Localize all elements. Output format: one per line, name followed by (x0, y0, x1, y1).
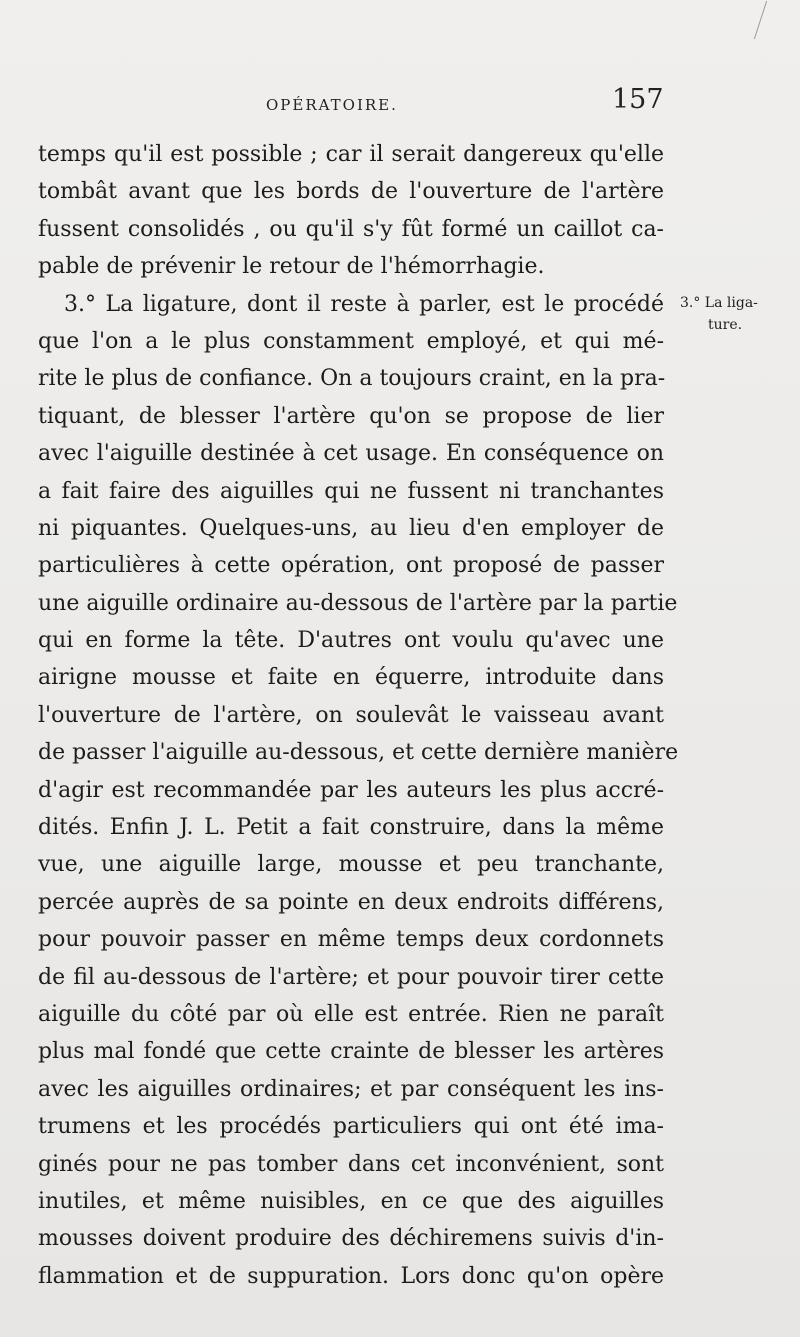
text-line: tombât avant que les bords de l'ouverture de l'artère (38, 179, 664, 205)
text-line: qui en forme la tête. D'autres ont voulu qu'avec une (38, 628, 664, 654)
text-line: trumens et les procédés particuliers qui ont été ima- (38, 1114, 664, 1140)
text-line: de passer l'aiguille au-dessous, et cette dernière manière (38, 740, 679, 766)
text-line: percée auprès de sa pointe en deux endroits différens, (38, 889, 664, 915)
text-line: que l'on a le plus constamment employé, et qui mé- (38, 328, 664, 354)
text-line: plus mal fondé que cette crainte de blesser les artères (38, 1039, 664, 1065)
text-line: une aiguille ordinaire au-dessous de l'artère par la partie (38, 590, 678, 616)
text-line: pour pouvoir passer en même temps deux cordonnets (38, 927, 664, 953)
text-line: particulières à cette opération, ont proposé de passer (38, 553, 664, 579)
text-line: flammation et de suppuration. Lors donc qu'on opère (38, 1263, 664, 1289)
page-number: 157 (612, 84, 664, 115)
text-line: ni piquantes. Quelques-uns, au lieu d'en employer de (38, 515, 664, 541)
text-line: vue, une aiguille large, mousse et peu tranchante, (38, 852, 664, 878)
margin-note-line: 3.° La liga- (680, 295, 758, 311)
scan-mark (754, 1, 767, 39)
text-line: dités. Enfin J. L. Petit a fait construire, dans la même (38, 815, 664, 841)
text-line: inutiles, et même nuisibles, en ce que des aiguilles (38, 1188, 664, 1214)
margin-note-line: ture. (708, 317, 743, 333)
text-line: a fait faire des aiguilles qui ne fussent ni tranchantes (38, 478, 664, 504)
text-line: avec l'aiguille destinée à cet usage. En conséquence on (38, 441, 664, 467)
margin-note (680, 292, 780, 336)
text-line: l'ouverture de l'artère, on soulevât le vaisseau avant (38, 702, 664, 728)
text-line: ginés pour ne pas tomber dans cet inconvénient, sont (38, 1151, 664, 1177)
text-line: d'agir est recommandée par les auteurs les plus accré- (38, 777, 664, 803)
text-line: de fil au-dessous de l'artère; et pour pouvoir tirer cette (38, 964, 664, 990)
text-line: tiquant, de blesser l'artère qu'on se propose de lier (38, 403, 664, 429)
text-line: airigne mousse et faite en équerre, introduite dans (38, 665, 664, 691)
text-line: mousses doivent produire des déchiremens suivis d'in- (38, 1226, 664, 1252)
text-line: pable de prévenir le retour de l'hémorrhagie. (38, 254, 545, 280)
text-line: aiguille du côté par où elle est entrée. Rien ne paraît (38, 1001, 664, 1027)
text-line: temps qu'il est possible ; car il serait dangereux qu'elle (38, 142, 664, 167)
text-line: fussent consolidés , ou qu'il s'y fût formé un caillot ca- (38, 216, 664, 242)
body-text (38, 136, 679, 1295)
text-line: rite le plus de confiance. On a toujours craint, en la pra- (38, 366, 666, 392)
text-line: 3.° La ligature, dont il reste à parler, est le procédé (64, 291, 664, 317)
text-line: avec les aiguilles ordinaires; et par conséquent les ins- (38, 1076, 664, 1102)
running-head: OPÉRATOIRE. (266, 96, 398, 114)
